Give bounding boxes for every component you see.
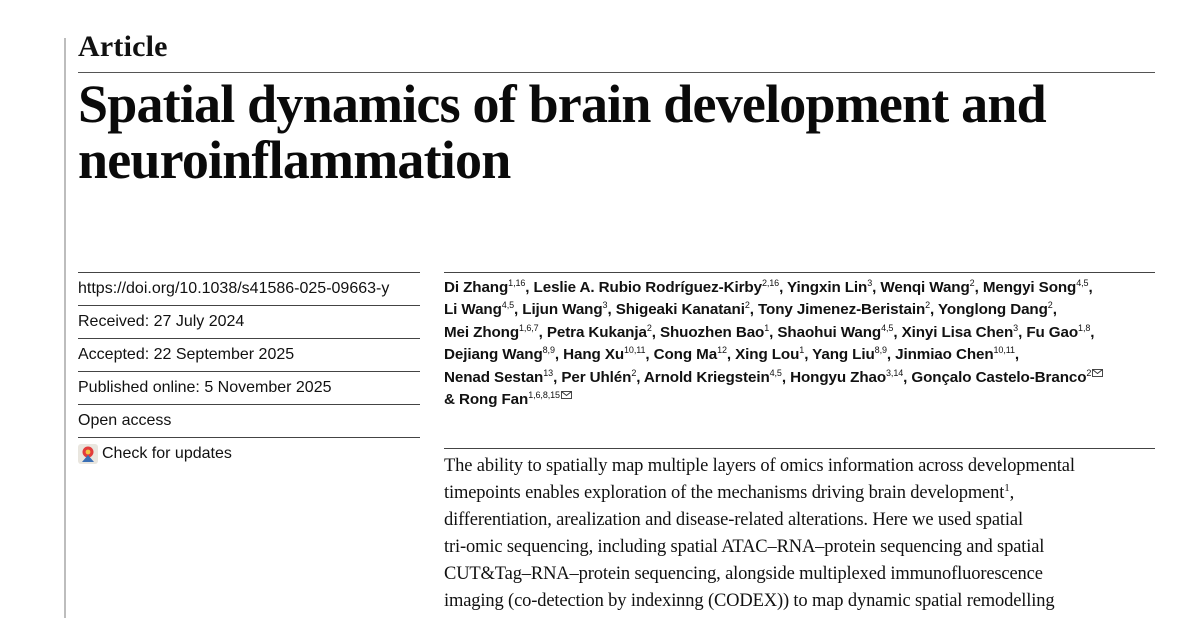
author-name[interactable]	[444, 346, 559, 363]
author-name[interactable]	[522, 301, 611, 318]
open-access-label: Open access	[78, 404, 420, 438]
author-name-text: Yingxin Lin	[787, 279, 868, 296]
affiliation-marker: 1,8	[1078, 322, 1091, 333]
author-separator: ,	[525, 279, 530, 296]
author-separator: ,	[636, 368, 641, 386]
author-name-text: Tony Jimenez-Beristain	[757, 301, 926, 319]
affiliation-marker: 3	[1013, 322, 1019, 333]
author-separator: ,	[1090, 323, 1095, 341]
author-name[interactable]	[534, 279, 784, 296]
affiliation-marker: 10,11	[624, 345, 646, 356]
author-separator: ,	[886, 346, 892, 364]
author-separator: ,	[554, 346, 559, 364]
affiliation-marker: 4,5	[769, 367, 782, 378]
header-rule	[78, 72, 1155, 73]
author-name[interactable]	[911, 369, 1103, 386]
abstract-line	[444, 480, 1174, 507]
author-name-text: & Rong Fan	[444, 391, 529, 409]
doi-link[interactable]: https://doi.org/10.1038/s41586-025-09663-y	[78, 272, 420, 305]
author-separator: ,	[903, 368, 908, 386]
author-name-text: Shigeaki Kanatani	[615, 301, 745, 319]
abstract-line: The ability to spatially map multiple layers of omics information across developmental	[444, 456, 1075, 476]
author-separator: ,	[749, 301, 754, 319]
author-name-text: Yonglong Dang	[938, 301, 1048, 319]
affiliation-marker: 2	[969, 278, 975, 288]
author-name[interactable]	[758, 301, 934, 318]
check-for-updates-button[interactable]	[78, 444, 232, 464]
author-separator: ,	[1052, 301, 1057, 319]
author-name[interactable]	[895, 346, 1019, 363]
check-updates-icon	[78, 444, 98, 464]
author-separator: ,	[779, 279, 784, 296]
author-name[interactable]	[616, 301, 754, 318]
author-name[interactable]	[444, 279, 529, 296]
author-name[interactable]	[902, 324, 1023, 341]
affiliation-marker: 2	[1047, 300, 1053, 311]
affiliation-marker: 1	[764, 322, 770, 333]
affiliation-marker: 2	[631, 367, 637, 378]
affiliation-marker: 13	[543, 367, 554, 378]
author-name-text: Shaohui Wang	[777, 323, 882, 341]
abstract-text: ,	[1009, 483, 1015, 503]
author-name-text: Mengyi Song	[982, 279, 1077, 296]
author-name-text: Arnold Kriegstein	[643, 368, 770, 386]
author-name-text: Cong Ma	[653, 346, 718, 364]
author-separator: ,	[974, 279, 979, 296]
author-name-text: Lijun Wang	[522, 301, 603, 319]
author-name[interactable]	[444, 369, 557, 386]
author-name-text: Li Wang	[444, 301, 502, 319]
author-name[interactable]	[444, 391, 572, 408]
author-name-text: Mei Zhong	[444, 323, 520, 341]
author-name-text: Fu Gao	[1026, 323, 1079, 341]
affiliation-marker: 8,9	[874, 345, 887, 356]
author-name[interactable]	[563, 346, 649, 363]
author-name-text: Nenad Sestan	[444, 368, 544, 386]
author-name[interactable]	[777, 324, 897, 341]
affiliation-marker: 8,9	[542, 345, 555, 356]
left-margin-rule	[64, 38, 66, 618]
author-separator: ,	[726, 346, 731, 364]
author-separator: ,	[872, 279, 877, 296]
title-line-1: Spatial dynamics of brain development and	[78, 74, 1046, 134]
affiliation-marker: 1,6,7	[519, 322, 539, 333]
author-list	[444, 277, 1164, 411]
affiliation-marker: 10,11	[993, 345, 1015, 356]
email-envelope-icon[interactable]	[561, 391, 572, 399]
published-date: Published online: 5 November 2025	[78, 371, 420, 404]
article-metadata	[78, 272, 420, 438]
author-name[interactable]	[790, 369, 907, 386]
affiliation-marker: 1,6,8,15	[528, 390, 560, 401]
author-name[interactable]	[444, 324, 543, 341]
author-name-text: Xing Lou	[735, 346, 800, 364]
affiliation-marker: 3	[602, 300, 608, 311]
abstract-line: CUT&Tag–RNA–protein sequencing, alongside multiplexed immunofluorescence	[444, 564, 1043, 584]
author-name-text: Hongyu Zhao	[790, 368, 887, 386]
author-separator: ,	[781, 368, 786, 386]
author-name[interactable]	[644, 369, 786, 386]
article-type-label: Article	[78, 30, 168, 63]
author-separator: ,	[769, 323, 774, 341]
email-envelope-icon[interactable]	[1092, 369, 1103, 377]
author-name[interactable]	[547, 324, 656, 341]
author-separator: ,	[553, 368, 558, 386]
author-name-text: Leslie A. Rubio Rodríguez-Kirby	[533, 279, 762, 296]
author-name-text: Shuozhen Bao	[659, 323, 765, 341]
abstract-line: tri-omic sequencing, including spatial ATAC–RNA–protein sequencing and spatial	[444, 537, 1045, 557]
affiliation-marker: 2,16	[761, 278, 780, 288]
author-name-text: Jinmiao Chen	[895, 346, 994, 364]
affiliation-marker: 4,5	[881, 322, 894, 333]
author-separator: ,	[1018, 323, 1023, 341]
author-name-text: Hang Xu	[563, 346, 625, 364]
author-name[interactable]	[938, 301, 1057, 318]
author-name-text: Petra Kukanja	[546, 323, 647, 341]
affiliation-marker: 2	[1086, 367, 1092, 378]
author-separator: ,	[930, 301, 935, 319]
author-separator: ,	[538, 323, 543, 341]
author-name-text: Wenqi Wang	[880, 279, 970, 296]
author-name[interactable]	[660, 324, 773, 341]
author-name[interactable]	[654, 346, 731, 363]
abstract	[444, 453, 1174, 615]
check-for-updates-label: Check for updates	[102, 445, 232, 462]
author-name-text: Per Uhlén	[561, 368, 632, 386]
author-separator: ,	[1088, 279, 1093, 296]
author-separator: ,	[645, 346, 650, 364]
author-separator: ,	[804, 346, 809, 364]
reference-marker[interactable]: 1	[1004, 482, 1010, 494]
author-name-text: Gonçalo Castelo-Branco	[911, 368, 1087, 386]
affiliation-marker: 2	[925, 300, 931, 311]
article-title	[78, 76, 1178, 188]
affiliation-marker: 4,5	[1076, 278, 1089, 288]
authors-rule	[444, 272, 1155, 273]
affiliation-marker: 1,16	[508, 278, 526, 288]
author-name-text: Dejiang Wang	[444, 346, 543, 364]
affiliation-marker: 12	[717, 345, 727, 356]
abstract-rule	[444, 448, 1155, 449]
author-separator: ,	[1014, 346, 1020, 364]
author-name[interactable]	[983, 279, 1093, 296]
affiliation-marker: 2	[744, 300, 750, 311]
author-name[interactable]	[735, 346, 808, 363]
author-separator: ,	[893, 323, 898, 341]
author-separator: ,	[651, 323, 656, 341]
affiliation-marker: 3,14	[886, 367, 904, 378]
affiliation-marker: 1	[799, 345, 805, 356]
author-name[interactable]	[787, 279, 876, 296]
accepted-date: Accepted: 22 September 2025	[78, 338, 420, 371]
abstract-line: imaging (co-detection by indexinng (CODEX)) to map dynamic spatial remodelling	[444, 591, 1055, 611]
title-line-2: neuroinflammation	[78, 130, 511, 190]
author-name-text: Xinyi Lisa Chen	[901, 323, 1014, 341]
author-name[interactable]	[561, 369, 640, 386]
affiliation-marker: 4,5	[501, 300, 515, 311]
affiliation-marker: 3	[867, 278, 873, 288]
affiliation-marker: 2	[646, 322, 652, 333]
author-name[interactable]	[444, 301, 518, 318]
abstract-line: differentiation, arealization and disease-related alterations. Here we used spatial	[444, 510, 1023, 530]
author-separator: ,	[514, 301, 519, 319]
abstract-text: timepoints enables exploration of the mechanisms driving brain development	[444, 483, 1005, 503]
author-name-text: Yang Liu	[812, 346, 875, 364]
author-separator: ,	[607, 301, 612, 319]
author-name[interactable]	[1026, 324, 1094, 341]
author-name[interactable]	[880, 279, 978, 296]
author-name-text: Di Zhang	[444, 279, 509, 296]
received-date: Received: 27 July 2024	[78, 305, 420, 338]
author-name[interactable]	[812, 346, 891, 363]
